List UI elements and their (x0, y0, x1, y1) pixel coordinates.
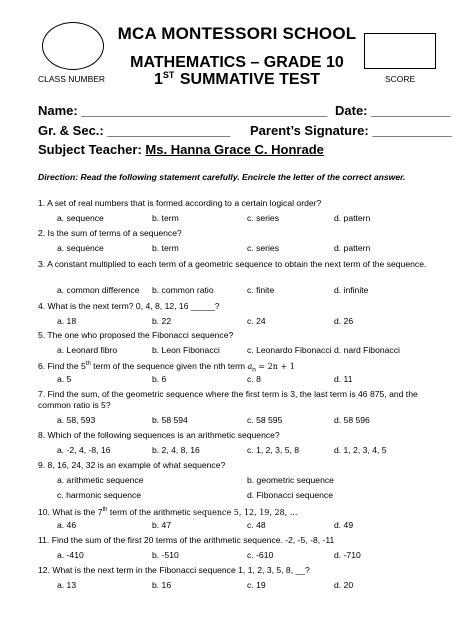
direction-text: Direction: Read the following statement carefully. Encircle the letter of the correct answer. (38, 172, 406, 182)
option-1c[interactable]: c. series (247, 213, 279, 223)
option-5b[interactable]: b. Leon Fibonacci (152, 345, 220, 355)
score-label: SCORE (385, 74, 416, 84)
option-10d[interactable]: d. 49 (334, 520, 354, 530)
subject-title: MATHEMATICS – GRADE 10 (130, 54, 344, 71)
question-2: 2. Is the sum of terms of a sequence? (38, 228, 182, 238)
question-10-sequence: sequence 5, 12, 19, 28, ... (193, 507, 298, 517)
option-11c[interactable]: c. -610 (247, 550, 274, 560)
option-11a[interactable]: a. -410 (57, 550, 84, 560)
option-10c[interactable]: c. 48 (247, 520, 266, 530)
question-6-sup: th (85, 361, 91, 367)
school-name: MCA MONTESSORI SCHOOL (117, 24, 357, 43)
option-9b[interactable]: b. geometric sequence (247, 475, 334, 485)
question-12: 12. What is the next term in the Fibonacci sequence 1, 1, 2, 3, 5, 8, __? (38, 565, 310, 575)
question-4: 4. What is the next term? 0, 4, 8, 12, 16 _____? (38, 301, 220, 311)
grade-section-field[interactable]: Gr. & Sec.: _________________ (38, 123, 231, 138)
option-7c[interactable]: c. 58 595 (247, 415, 283, 425)
option-2c[interactable]: c. series (247, 243, 279, 253)
option-12a[interactable]: a. 13 (57, 580, 77, 590)
subject-teacher (38, 142, 324, 157)
option-8b[interactable]: b. 2, 4, 8, 16 (152, 445, 200, 455)
option-6a[interactable]: a. 5 (57, 374, 72, 384)
question-3: 3. A constant multiplied to each term of a geometric sequence to obtain the next term of the sequence. (38, 259, 427, 269)
date-field[interactable]: Date: ___________ (335, 103, 451, 118)
option-12b[interactable]: b. 16 (152, 580, 172, 590)
option-9d[interactable]: d. Fibonacci sequence (247, 490, 333, 500)
question-10 (38, 505, 450, 518)
option-5a[interactable]: a. Leonard fibro (57, 345, 118, 355)
name-field[interactable]: Name: __________________________________ (38, 103, 328, 118)
option-7d[interactable]: d. 58 596 (334, 415, 370, 425)
option-9c[interactable]: c. harmonic sequence (57, 490, 142, 500)
test-ordinal-suffix: ST (162, 70, 175, 80)
option-2b[interactable]: b. term (152, 243, 179, 253)
question-9: 9. 8, 16, 24, 32 is an example of what sequence? (38, 460, 226, 470)
question-5: 5. The one who proposed the Fibonacci sequence? (38, 330, 234, 340)
option-1a[interactable]: a. sequence (57, 213, 104, 223)
test-title (0, 70, 474, 89)
test-ordinal: 1 (153, 71, 163, 88)
option-6c[interactable]: c. 8 (247, 374, 261, 384)
question-10-sup: th (102, 507, 108, 513)
option-4d[interactable]: d. 26 (334, 316, 354, 326)
test-name: SUMMATIVE TEST (179, 71, 321, 88)
option-4b[interactable]: b. 22 (152, 316, 172, 326)
option-6b[interactable]: b. 6 (152, 374, 167, 384)
question-6-formula-rest: = 2n + 1 (255, 361, 295, 371)
option-2d[interactable]: d. pattern (334, 243, 371, 253)
option-12c[interactable]: c. 19 (247, 580, 266, 590)
option-10b[interactable]: b. 47 (152, 520, 172, 530)
option-8a[interactable]: a. -2, 4, -8, 16 (57, 445, 111, 455)
question-8: 8. Which of the following sequences is an arithmetic sequence? (38, 430, 280, 440)
option-12d[interactable]: d. 20 (334, 580, 354, 590)
question-6 (38, 359, 450, 376)
question-10-pre: 10. What is the 7 (38, 506, 103, 517)
option-1b[interactable]: b. term (152, 213, 179, 223)
option-3c[interactable]: c. finite (247, 285, 275, 295)
option-7b[interactable]: b. 58 594 (152, 415, 188, 425)
question-7: 7. Find the sum, of the geometric sequence where the first term is 3, the last term is 46 875, and the common ratio is 5? (38, 389, 418, 410)
teacher-label: Subject Teacher: (38, 142, 142, 157)
option-11b[interactable]: b. -510 (152, 550, 179, 560)
teacher-name: Ms. Hanna Grace C. Honrade (145, 142, 324, 157)
option-3b[interactable]: b. common ratio (152, 285, 214, 295)
question-11: 11. Find the sum of the first 20 terms of the arithmetic sequence. -2, -5, -8, -11 (38, 535, 335, 545)
option-9a[interactable]: a. arithmetic sequence (57, 475, 144, 485)
option-11d[interactable]: d. -710 (334, 550, 361, 560)
option-4a[interactable]: a. 18 (57, 316, 77, 326)
question-6-pre: 6. Find the 5 (38, 360, 86, 371)
option-6d[interactable]: d. 11 (334, 374, 353, 384)
question-6-formula-var: a (247, 361, 253, 371)
option-8d[interactable]: d. 1, 2, 3, 4, 5 (334, 445, 387, 455)
option-10a[interactable]: a. 46 (57, 520, 77, 530)
question-1: 1. A set of real numbers that is formed according to a certain logical order? (38, 198, 322, 208)
option-3d[interactable]: d. infinite (334, 285, 369, 295)
option-1d[interactable]: d. pattern (334, 213, 371, 223)
parent-signature-field[interactable]: Parent’s Signature: ___________ (250, 123, 452, 138)
class-number-label: CLASS NUMBER (38, 74, 106, 84)
question-6-formula-sub: n (252, 366, 256, 374)
question-10-mid: term of the arithmetic (107, 506, 194, 517)
question-6-mid: term of the sequence given the nth term (90, 360, 248, 371)
option-2a[interactable]: a. sequence (57, 243, 104, 253)
option-5d[interactable]: d. nard Fibonacci (334, 345, 400, 355)
option-8c[interactable]: c. 1, 2, 3, 5, 8 (247, 445, 300, 455)
option-3a[interactable]: a. common difference (57, 285, 140, 295)
option-4c[interactable]: c. 24 (247, 316, 266, 326)
option-5c[interactable]: c. Leonardo Fibonacci (247, 345, 332, 355)
option-7a[interactable]: a. 58, 593 (57, 415, 96, 425)
